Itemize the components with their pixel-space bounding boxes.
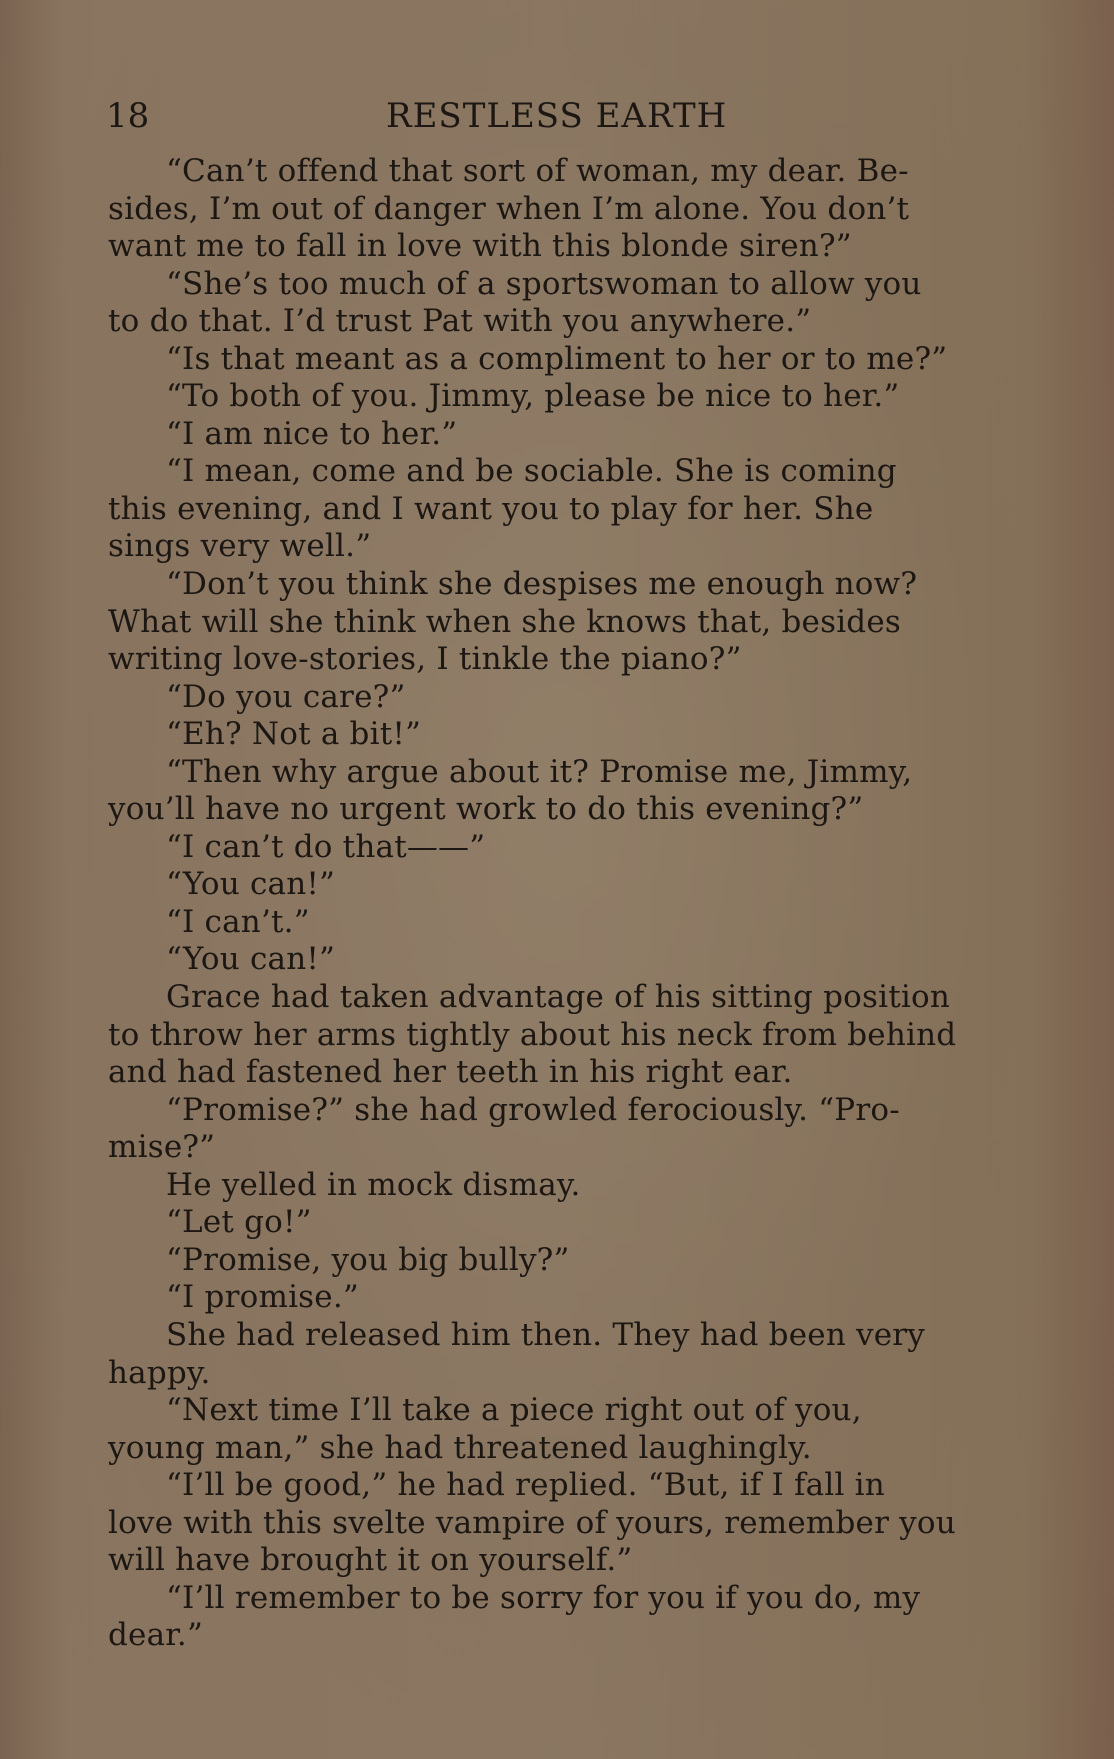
text-line: to do that. I’d trust Pat with you anywhere.” — [108, 303, 812, 340]
text-line: “You can!” — [166, 866, 336, 903]
text-line: writing love-stories, I tinkle the piano?” — [108, 641, 742, 678]
text-line: “I can’t.” — [166, 903, 310, 940]
text-line: “Let go!” — [166, 1204, 312, 1241]
text-line: “Is that meant as a compliment to her or to me?” — [166, 340, 948, 377]
text-line: “She’s too much of a sportswoman to allow you — [166, 265, 922, 302]
text-line: “Do you care?” — [166, 678, 406, 715]
text-line: happy. — [108, 1354, 211, 1391]
text-line: dear.” — [108, 1617, 203, 1654]
text-line: want me to fall in love with this blonde siren?” — [108, 228, 852, 265]
text-line: Grace had taken advantage of his sitting position — [166, 979, 951, 1016]
text-line: He yelled in mock dismay. — [166, 1166, 581, 1203]
text-line: “I’ll remember to be sorry for you if you do, my — [166, 1579, 921, 1616]
text-line: this evening, and I want you to play for her. She — [108, 490, 874, 527]
text-line: sings very well.” — [108, 528, 372, 565]
text-line: “You can!” — [166, 941, 336, 978]
book-title: RESTLESS EARTH — [386, 96, 728, 136]
text-line: “To both of you. Jimmy, please be nice to her.” — [166, 378, 900, 415]
body-text — [108, 153, 1028, 1655]
text-line: “I am nice to her.” — [166, 415, 458, 452]
text-line: to throw her arms tightly about his neck from behind — [108, 1016, 957, 1053]
page-number: 18 — [106, 96, 150, 136]
text-line: you’ll have no urgent work to do this evening?” — [108, 791, 864, 828]
text-line: love with this svelte vampire of yours, remember you — [108, 1504, 956, 1541]
text-line: “Promise, you big bully?” — [166, 1241, 570, 1278]
text-line: sides, I’m out of danger when I’m alone. You don’t — [108, 190, 910, 227]
text-line: “Then why argue about it? Promise me, Jimmy, — [166, 753, 913, 790]
text-line: “I promise.” — [166, 1279, 359, 1316]
text-line: young man,” she had threatened laughingly. — [108, 1429, 812, 1466]
text-line: “Eh? Not a bit!” — [166, 716, 422, 753]
text-line: mise?” — [108, 1129, 216, 1166]
text-line: “I can’t do that——” — [166, 828, 486, 865]
text-line: and had fastened her teeth in his right ear. — [108, 1054, 793, 1091]
text-line: “Don’t you think she despises me enough now? — [166, 566, 918, 603]
text-line: “Next time I’ll take a piece right out of you, — [166, 1392, 862, 1429]
text-line: What will she think when she knows that, besides — [108, 603, 902, 640]
text-line: will have brought it on yourself.” — [108, 1542, 633, 1579]
text-line: She had released him then. They had been very — [166, 1316, 926, 1353]
text-line: “Promise?” she had growled ferociously. “Pro- — [166, 1091, 900, 1128]
text-line: “I mean, come and be sociable. She is coming — [166, 453, 897, 490]
running-head — [106, 90, 1018, 142]
text-line: “I’ll be good,” he had replied. “But, if I fall in — [166, 1467, 885, 1504]
text-line: “Can’t offend that sort of woman, my dear. Be- — [166, 153, 909, 189]
